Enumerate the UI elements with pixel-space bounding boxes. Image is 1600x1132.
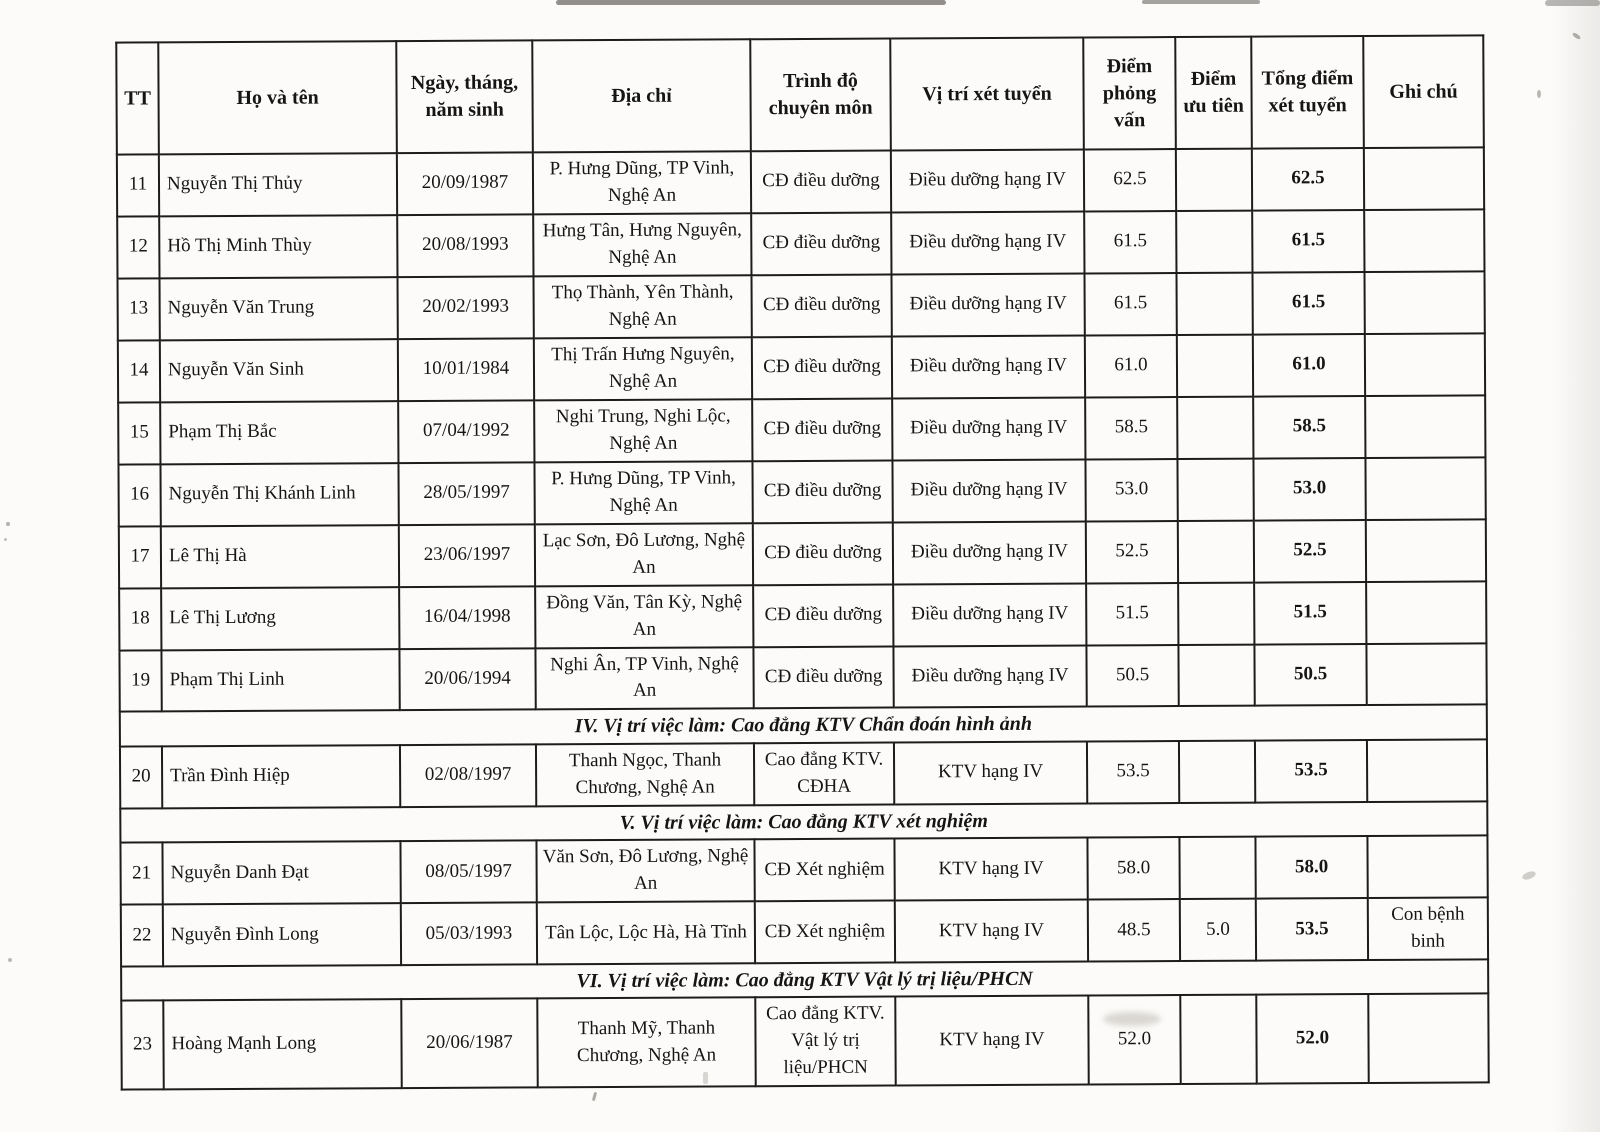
cell-note bbox=[1364, 271, 1484, 334]
scan-artifact bbox=[4, 538, 7, 541]
scan-artifact bbox=[6, 522, 10, 526]
cell-tt: 13 bbox=[118, 278, 160, 340]
cell-interview-score: 48.5 bbox=[1088, 899, 1180, 961]
cell-priority-score bbox=[1177, 396, 1253, 458]
cell-dob: 20/09/1987 bbox=[397, 152, 533, 215]
cell-priority-score bbox=[1178, 520, 1254, 582]
cell-tt: 15 bbox=[118, 402, 160, 464]
scan-artifact bbox=[1142, 0, 1260, 4]
cell-tt: 18 bbox=[119, 588, 161, 650]
cell-address: P. Hưng Dũng, TP Vinh, Nghệ An bbox=[533, 151, 751, 214]
cell-tt: 12 bbox=[117, 216, 159, 278]
cell-interview-score: 61.0 bbox=[1085, 335, 1177, 397]
cell-total-score: 61.5 bbox=[1252, 210, 1364, 273]
cell-priority-score bbox=[1176, 211, 1252, 273]
cell-qualification: CĐ Xét nghiệm bbox=[754, 839, 894, 902]
header-note: Ghi chú bbox=[1363, 35, 1484, 148]
scan-artifact bbox=[1572, 32, 1582, 40]
cell-position: KTV hạng IV bbox=[895, 900, 1088, 963]
candidate-results-table bbox=[115, 34, 1489, 1090]
header-row bbox=[116, 35, 1484, 154]
table-row bbox=[119, 581, 1486, 650]
table-row bbox=[117, 209, 1484, 278]
cell-position: Điều dưỡng hạng IV bbox=[892, 459, 1085, 522]
cell-tt: 17 bbox=[119, 526, 161, 588]
cell-tt: 21 bbox=[120, 843, 162, 905]
cell-dob: 07/04/1992 bbox=[398, 400, 534, 463]
cell-interview-score: 53.5 bbox=[1087, 741, 1179, 803]
cell-qualification: CĐ điều dưỡng bbox=[753, 522, 893, 585]
cell-name: Hoàng Mạnh Long bbox=[163, 1000, 401, 1090]
cell-note bbox=[1366, 519, 1486, 582]
cell-dob: 10/01/1984 bbox=[398, 338, 534, 401]
scan-artifact bbox=[8, 958, 12, 962]
cell-note bbox=[1366, 643, 1486, 706]
table-row bbox=[118, 333, 1485, 402]
cell-dob: 20/06/1994 bbox=[399, 648, 535, 711]
cell-position: Điều dưỡng hạng IV bbox=[893, 521, 1086, 584]
cell-note bbox=[1365, 457, 1485, 520]
cell-position: KTV hạng IV bbox=[895, 996, 1088, 1086]
cell-priority-score bbox=[1178, 582, 1254, 644]
cell-address: P. Hưng Dũng, TP Vinh, Nghệ An bbox=[534, 461, 752, 524]
cell-name: Phạm Thị Bắc bbox=[160, 401, 398, 464]
cell-position: Điều dưỡng hạng IV bbox=[893, 645, 1086, 708]
cell-qualification: Cao đẳng KTV. Vật lý trị liệu/PHCN bbox=[755, 997, 895, 1087]
cell-dob: 20/06/1987 bbox=[401, 999, 537, 1089]
cell-interview-score: 61.5 bbox=[1084, 211, 1176, 273]
cell-tt: 20 bbox=[120, 746, 162, 808]
cell-qualification: CĐ điều dưỡng bbox=[751, 151, 891, 214]
cell-qualification: CĐ điều dưỡng bbox=[751, 274, 891, 337]
cell-dob: 20/02/1993 bbox=[397, 276, 533, 339]
cell-total-score: 53.5 bbox=[1255, 740, 1367, 803]
cell-note bbox=[1365, 333, 1485, 396]
section-label: V. Vị trí việc làm: Cao đẳng KTV xét nghiệm bbox=[120, 801, 1487, 843]
scan-artifact bbox=[592, 1092, 597, 1101]
cell-tt: 19 bbox=[119, 650, 161, 712]
cell-name: Phạm Thị Linh bbox=[161, 649, 399, 712]
header-name: Họ và tên bbox=[158, 41, 397, 154]
cell-total-score: 62.5 bbox=[1252, 148, 1364, 211]
table-row bbox=[120, 739, 1487, 808]
table-row bbox=[121, 994, 1488, 1090]
cell-qualification: CĐ Xét nghiệm bbox=[755, 901, 895, 964]
table-body bbox=[117, 147, 1489, 1089]
table-row bbox=[118, 457, 1485, 526]
cell-note bbox=[1367, 739, 1487, 802]
cell-position: KTV hạng IV bbox=[894, 838, 1087, 901]
cell-name: Hồ Thị Minh Thùy bbox=[159, 215, 397, 278]
scan-artifact bbox=[556, 0, 946, 5]
cell-address: Đồng Văn, Tân Kỳ, Nghệ An bbox=[535, 585, 753, 648]
cell-note bbox=[1366, 581, 1486, 644]
header-interview-score: Điểm phỏng vấn bbox=[1083, 37, 1176, 149]
cell-interview-score: 62.5 bbox=[1084, 149, 1176, 211]
cell-position: Điều dưỡng hạng IV bbox=[892, 335, 1085, 398]
cell-name: Nguyễn Văn Trung bbox=[160, 277, 398, 340]
cell-qualification: CĐ điều dưỡng bbox=[751, 212, 891, 275]
cell-name: Trần Đình Hiệp bbox=[162, 745, 400, 808]
table-row bbox=[119, 643, 1486, 712]
cell-name: Lê Thị Hà bbox=[161, 525, 399, 588]
cell-tt: 14 bbox=[118, 340, 160, 402]
cell-name: Nguyễn Thị Khánh Linh bbox=[160, 463, 398, 526]
header-dob: Ngày, tháng, năm sinh bbox=[396, 40, 533, 153]
table-row bbox=[118, 271, 1485, 340]
cell-priority-score bbox=[1179, 740, 1255, 802]
table-row bbox=[117, 147, 1484, 216]
scan-edge-shadow bbox=[1552, 0, 1600, 1132]
cell-position: KTV hạng IV bbox=[894, 741, 1087, 804]
cell-total-score: 53.5 bbox=[1256, 898, 1368, 961]
table-row bbox=[121, 898, 1488, 967]
cell-note bbox=[1364, 147, 1484, 210]
cell-address: Tân Lộc, Lộc Hà, Hà Tĩnh bbox=[537, 901, 755, 964]
cell-interview-score: 58.5 bbox=[1085, 397, 1177, 459]
cell-interview-score: 50.5 bbox=[1086, 645, 1178, 707]
cell-priority-score bbox=[1176, 273, 1252, 335]
cell-tt: 22 bbox=[121, 904, 163, 966]
table-row bbox=[119, 519, 1486, 588]
cell-note bbox=[1365, 395, 1485, 458]
cell-total-score: 50.5 bbox=[1254, 644, 1366, 707]
header-tt: TT bbox=[116, 42, 159, 154]
cell-position: Điều dưỡng hạng IV bbox=[891, 273, 1084, 336]
cell-qualification: CĐ điều dưỡng bbox=[752, 398, 892, 461]
cell-name: Nguyễn Danh Đạt bbox=[162, 841, 400, 904]
cell-address: Thị Trấn Hưng Nguyên, Nghệ An bbox=[534, 337, 752, 400]
cell-dob: 28/05/1997 bbox=[398, 462, 534, 525]
cell-total-score: 58.5 bbox=[1253, 396, 1365, 459]
cell-qualification: CĐ điều dưỡng bbox=[752, 460, 892, 523]
cell-priority-score bbox=[1180, 995, 1256, 1084]
cell-dob: 23/06/1997 bbox=[399, 524, 535, 587]
cell-priority-score: 5.0 bbox=[1180, 899, 1256, 961]
cell-total-score: 61.0 bbox=[1253, 334, 1365, 397]
cell-interview-score: 53.0 bbox=[1085, 459, 1177, 521]
header-priority-score: Điểm ưu tiên bbox=[1175, 37, 1252, 149]
cell-note bbox=[1368, 994, 1488, 1084]
cell-address: Văn Sơn, Đô Lương, Nghệ An bbox=[536, 839, 754, 902]
cell-interview-score: 52.5 bbox=[1086, 521, 1178, 583]
cell-position: Điều dưỡng hạng IV bbox=[891, 150, 1084, 213]
cell-address: Thanh Mỹ, Thanh Chương, Nghệ An bbox=[537, 998, 755, 1088]
cell-priority-score bbox=[1177, 334, 1253, 396]
cell-qualification: CĐ điều dưỡng bbox=[753, 584, 893, 647]
header-address: Địa chỉ bbox=[532, 39, 751, 152]
table-row bbox=[120, 836, 1487, 905]
cell-total-score: 53.0 bbox=[1253, 458, 1365, 521]
cell-position: Điều dưỡng hạng IV bbox=[891, 211, 1084, 274]
cell-address: Hưng Tân, Hưng Nguyên, Nghệ An bbox=[533, 213, 751, 276]
cell-address: Thọ Thành, Yên Thành, Nghệ An bbox=[533, 275, 751, 338]
cell-total-score: 52.5 bbox=[1254, 520, 1366, 583]
section-label: IV. Vị trí việc làm: Cao đẳng KTV Chẩn đoán hình ảnh bbox=[120, 705, 1487, 747]
cell-tt: 16 bbox=[118, 464, 160, 526]
table-header bbox=[116, 35, 1484, 154]
cell-name: Nguyễn Văn Sinh bbox=[160, 339, 398, 402]
cell-interview-score: 58.0 bbox=[1087, 837, 1179, 899]
table-row bbox=[118, 395, 1485, 464]
cell-dob: 02/08/1997 bbox=[400, 744, 536, 807]
cell-name: Lê Thị Lương bbox=[161, 587, 399, 650]
cell-address: Thanh Ngọc, Thanh Chương, Nghệ An bbox=[536, 743, 754, 806]
cell-total-score: 52.0 bbox=[1256, 994, 1368, 1083]
section-label: VI. Vị trí việc làm: Cao đẳng KTV Vật lý trị liệu/PHCN bbox=[121, 959, 1488, 1001]
cell-interview-score: 52.0 bbox=[1088, 995, 1180, 1084]
scan-artifact bbox=[1537, 90, 1541, 98]
cell-dob: 08/05/1997 bbox=[400, 841, 536, 904]
cell-address: Lạc Sơn, Đô Lương, Nghệ An bbox=[535, 523, 753, 586]
cell-address: Nghi Trung, Nghi Lộc, Nghệ An bbox=[534, 399, 752, 462]
cell-total-score: 58.0 bbox=[1255, 836, 1367, 899]
cell-interview-score: 61.5 bbox=[1084, 273, 1176, 335]
candidate-results-table-wrap bbox=[115, 34, 1487, 1090]
cell-qualification: CĐ điều dưỡng bbox=[753, 646, 893, 709]
cell-note bbox=[1364, 209, 1484, 272]
cell-priority-score bbox=[1179, 837, 1255, 899]
cell-qualification: Cao đẳng KTV. CĐHA bbox=[754, 742, 894, 805]
cell-priority-score bbox=[1177, 458, 1253, 520]
cell-qualification: CĐ điều dưỡng bbox=[752, 336, 892, 399]
cell-dob: 16/04/1998 bbox=[399, 586, 535, 649]
cell-priority-score bbox=[1178, 644, 1254, 706]
cell-tt: 23 bbox=[121, 1001, 163, 1090]
header-total-score: Tổng điểm xét tuyển bbox=[1251, 36, 1364, 149]
cell-priority-score bbox=[1176, 149, 1252, 211]
cell-position: Điều dưỡng hạng IV bbox=[892, 397, 1085, 460]
cell-note: Con bệnh binh bbox=[1368, 898, 1488, 961]
cell-interview-score: 51.5 bbox=[1086, 583, 1178, 645]
header-qualification: Trình độ chuyên môn bbox=[750, 39, 891, 152]
cell-total-score: 51.5 bbox=[1254, 582, 1366, 645]
cell-address: Nghi Ân, TP Vinh, Nghệ An bbox=[535, 647, 753, 710]
cell-total-score: 61.5 bbox=[1252, 272, 1364, 335]
cell-note bbox=[1367, 836, 1487, 899]
cell-name: Nguyễn Đình Long bbox=[163, 903, 401, 966]
scan-artifact bbox=[1521, 870, 1537, 881]
cell-dob: 20/08/1993 bbox=[397, 214, 533, 277]
cell-position: Điều dưỡng hạng IV bbox=[893, 583, 1086, 646]
scan-artifact bbox=[1545, 0, 1600, 6]
cell-tt: 11 bbox=[117, 154, 159, 216]
cell-dob: 05/03/1993 bbox=[401, 902, 537, 965]
cell-name: Nguyễn Thị Thủy bbox=[159, 153, 397, 216]
header-position: Vị trí xét tuyển bbox=[890, 38, 1084, 151]
